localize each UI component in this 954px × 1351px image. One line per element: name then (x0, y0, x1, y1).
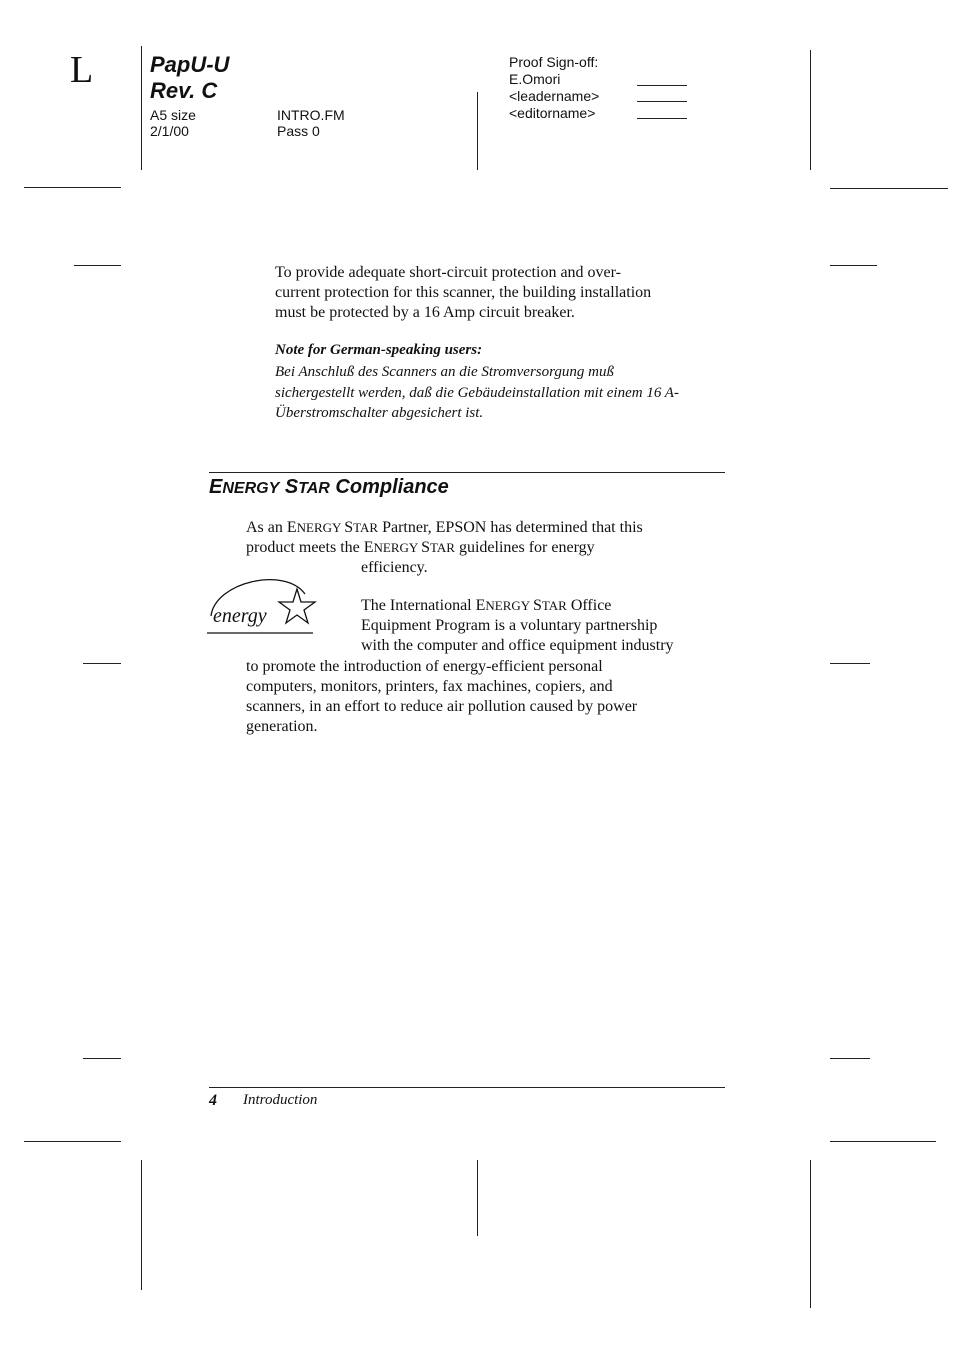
proof-label: Proof Sign-off: (509, 54, 599, 70)
signoff-line-2 (637, 101, 687, 102)
crop-mark (24, 1141, 121, 1142)
note-title: Note for German-speaking users: (275, 342, 483, 358)
program-line-6: scanners, in an effort to reduce air pollution caused by power (246, 698, 638, 715)
crop-mark (74, 265, 121, 266)
text-line: must be protected by a 16 Amp circuit breaker. (275, 304, 575, 321)
doc-title (150, 52, 229, 104)
text-line: Bei Anschluß des Scanners an die Stromversorgung muß (275, 364, 614, 380)
energy-star-logo (205, 572, 317, 636)
page-number: 4 (209, 1092, 217, 1109)
footer-rule (209, 1087, 725, 1088)
crop-mark (810, 1160, 811, 1308)
header-divider-middle (477, 92, 478, 170)
program-line-1: The International ENERGY STAR Office (361, 597, 612, 614)
crop-mark (24, 187, 121, 188)
crop-mark (141, 1160, 142, 1290)
protection-paragraph (275, 263, 651, 323)
program-line-2: Equipment Program is a voluntary partnership (361, 617, 658, 634)
crop-mark (830, 663, 870, 664)
doc-title-line1: PapU-U (150, 52, 230, 77)
partner-line-3: efficiency. (361, 559, 428, 576)
corner-mark: L (70, 49, 94, 91)
partner-line-1: As an ENERGY STAR Partner, EPSON has determined that this (246, 519, 643, 536)
partner-line-2: product meets the ENERGY STAR guidelines for energy (246, 539, 595, 556)
german-note (275, 362, 679, 424)
doc-date: 2/1/00 (150, 123, 189, 139)
doc-pass: Pass 0 (277, 123, 320, 139)
footer-section: Introduction (243, 1092, 318, 1108)
energy-star-icon (205, 572, 317, 636)
proof-name-2: <leadername> (509, 88, 600, 104)
crop-mark (830, 188, 948, 189)
program-line-5: computers, monitors, printers, fax machines, copiers, and (246, 678, 613, 695)
crop-mark (83, 663, 121, 664)
header-divider-left (141, 46, 142, 170)
program-line-7: generation. (246, 718, 318, 735)
doc-file: INTRO.FM (277, 107, 345, 123)
section-rule (209, 472, 725, 473)
proof-name-1: E.Omori (509, 71, 561, 87)
program-line-4: to promote the introduction of energy-efficient personal (246, 658, 603, 675)
crop-mark (830, 265, 877, 266)
doc-title-line2: Rev. C (150, 78, 218, 103)
crop-mark (83, 1058, 121, 1059)
crop-mark (477, 1160, 478, 1236)
section-heading: ENERGY STAR Compliance (209, 476, 449, 498)
text-line: To provide adequate short-circuit protection and over- (275, 264, 621, 281)
crop-mark (830, 1058, 870, 1059)
text-line: Überstromschalter abgesichert ist. (275, 405, 484, 421)
signoff-line-3 (637, 118, 687, 119)
program-line-3: with the computer and office equipment industry (361, 637, 674, 654)
text-line: current protection for this scanner, the building installation (275, 284, 652, 301)
header-divider-right (810, 50, 811, 170)
doc-size: A5 size (150, 107, 196, 123)
text-line: sichergestellt werden, daß die Gebäudeinstallation mit einem 16 A- (275, 384, 679, 401)
crop-mark (830, 1141, 936, 1142)
signoff-line-1 (637, 85, 687, 86)
svg-text:energy: energy (213, 605, 267, 627)
proof-name-3: <editorname> (509, 105, 596, 121)
